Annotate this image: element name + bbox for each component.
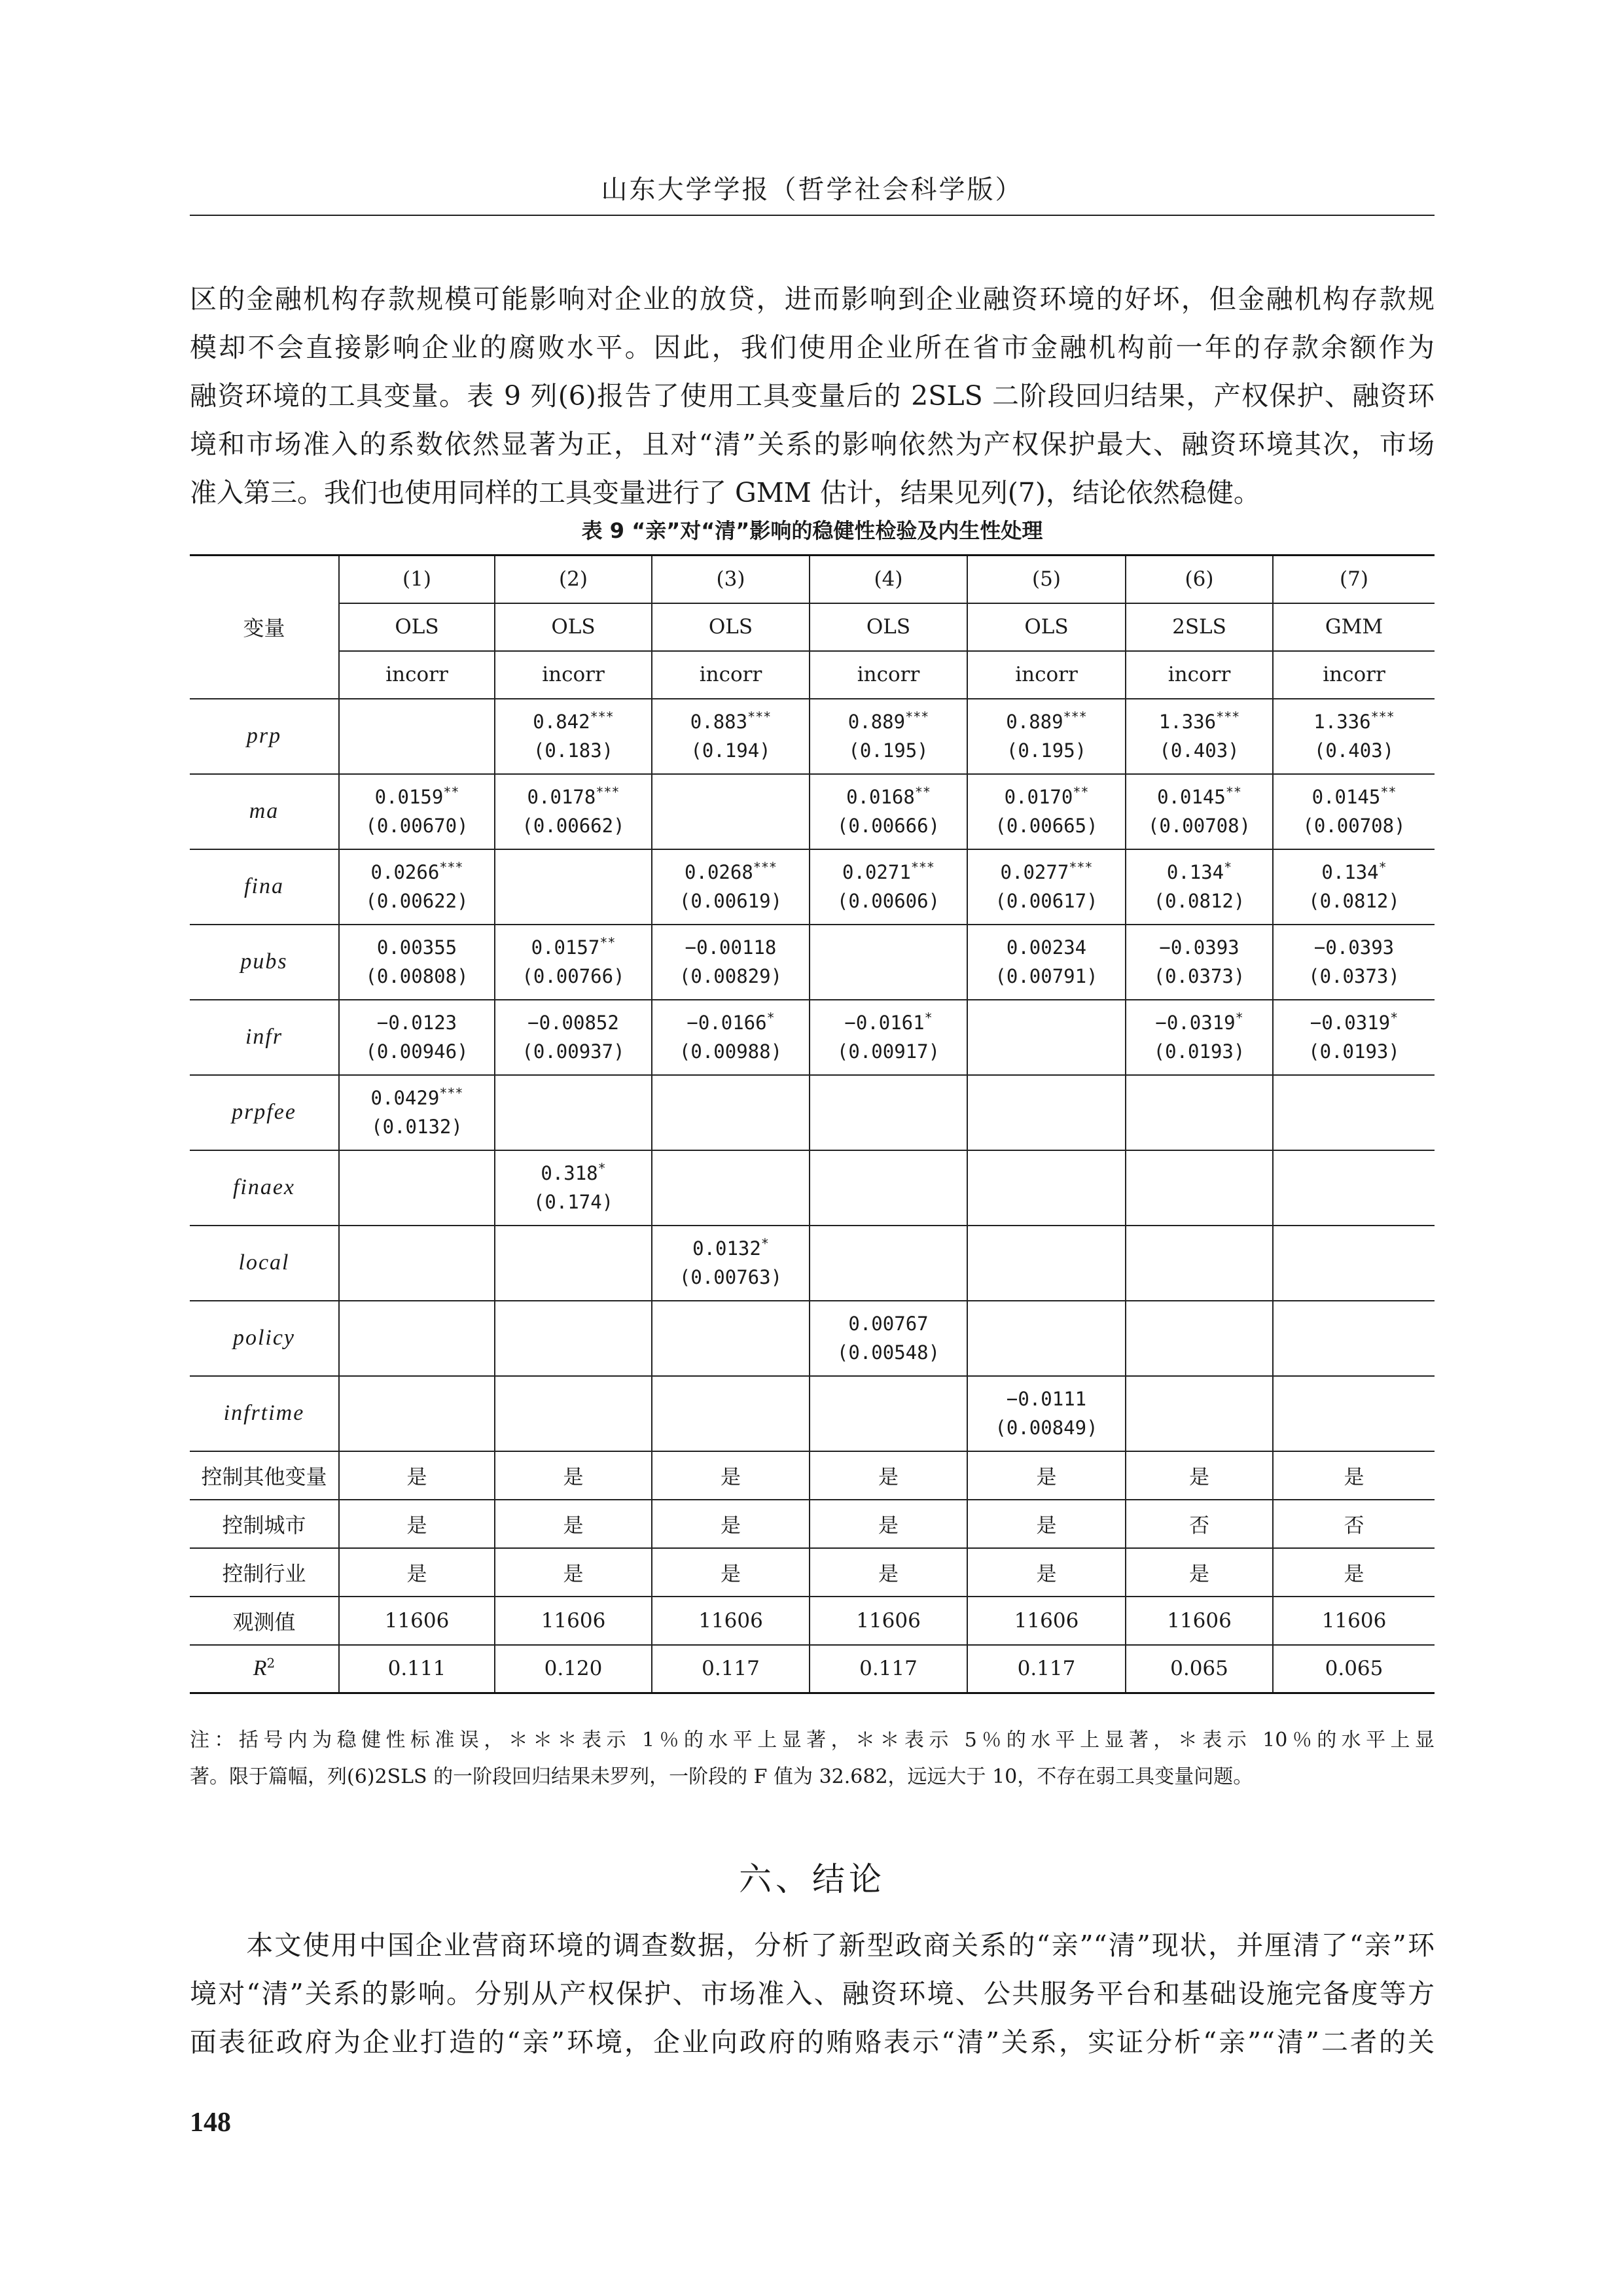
dependent-variable: incorr <box>967 651 1126 699</box>
variable-name: prp <box>190 699 339 774</box>
table-cell <box>652 1000 810 1075</box>
table-row <box>190 1301 1435 1376</box>
table-cell <box>967 849 1126 925</box>
control-label: 观测值 <box>190 1597 339 1645</box>
table-cell <box>1273 1376 1435 1451</box>
table-row <box>190 849 1435 925</box>
table-cell <box>1273 1301 1435 1376</box>
table-cell <box>810 1150 967 1226</box>
coefficient: 0.0429*** <box>370 1085 463 1109</box>
variable-name: local <box>190 1226 339 1301</box>
standard-error: (0.00988) <box>679 1040 783 1063</box>
control-label: 控制行业 <box>190 1548 339 1597</box>
control-value: 是 <box>967 1548 1126 1597</box>
coefficient: −0.0111 <box>1006 1388 1087 1410</box>
table-row <box>190 1075 1435 1150</box>
control-value: 是 <box>339 1548 495 1597</box>
r-squared-value: 0.111 <box>339 1645 495 1693</box>
dependent-variable: incorr <box>652 651 810 699</box>
significance-stars: *** <box>910 859 935 875</box>
table-cell <box>652 774 810 849</box>
coefficient: 0.842*** <box>533 709 614 733</box>
section-heading: 六、结论 <box>739 1860 885 1898</box>
table-cell <box>1273 1000 1435 1075</box>
significance-stars: *** <box>439 859 463 875</box>
control-value: 是 <box>495 1451 652 1500</box>
r-squared-row <box>190 1645 1435 1693</box>
control-value: 是 <box>810 1451 967 1500</box>
significance-stars: *** <box>439 1085 463 1101</box>
significance-stars: *** <box>1370 709 1395 725</box>
table-cell <box>1273 774 1435 849</box>
variable-name: finaex <box>190 1150 339 1226</box>
table-row <box>190 1376 1435 1451</box>
table-cell <box>339 925 495 1000</box>
coefficient: 0.0170** <box>1004 784 1089 808</box>
table-cell <box>1126 774 1273 849</box>
control-value: 11606 <box>1273 1597 1435 1645</box>
variable-name: infr <box>190 1000 339 1075</box>
coefficient: 0.883*** <box>690 709 772 733</box>
table-row <box>190 1150 1435 1226</box>
significance-stars: * <box>1378 859 1387 875</box>
significance-stars: * <box>1224 859 1232 875</box>
coefficient: 0.0132* <box>692 1235 769 1260</box>
standard-error: (0.0812) <box>1153 890 1245 912</box>
coefficient: −0.0123 <box>376 1012 457 1034</box>
coefficient: −0.0319* <box>1155 1010 1243 1034</box>
variable-name: prpfee <box>190 1075 339 1150</box>
table-cell <box>339 1075 495 1150</box>
standard-error: (0.00808) <box>365 965 469 987</box>
control-value: 11606 <box>652 1597 810 1645</box>
coefficient: 0.0178*** <box>527 784 620 808</box>
table-cell <box>1126 1075 1273 1150</box>
table-cell <box>810 925 967 1000</box>
standard-error: (0.00937) <box>522 1040 625 1063</box>
table-cell <box>1273 1150 1435 1226</box>
coefficient: 0.0145** <box>1311 784 1397 808</box>
paragraph-line: 境和市场准入的系数依然显著为正，且对“清”关系的影响依然为产权保护最大、融资环境其次，市场 <box>190 429 1435 460</box>
significance-stars: * <box>760 1235 769 1252</box>
standard-error: (0.195) <box>848 739 929 762</box>
coefficient: −0.0393 <box>1159 936 1240 959</box>
control-value: 是 <box>810 1500 967 1548</box>
r-squared-value: 0.117 <box>652 1645 810 1693</box>
coefficient: −0.0319* <box>1310 1010 1399 1034</box>
regression-table <box>190 554 1435 1694</box>
table-cell <box>495 1150 652 1226</box>
control-value: 11606 <box>495 1597 652 1645</box>
significance-stars: *** <box>753 859 777 875</box>
table-cell <box>1126 1301 1273 1376</box>
table-cell <box>652 699 810 774</box>
standard-error: (0.00666) <box>836 815 940 837</box>
method-label: OLS <box>339 603 495 651</box>
coefficient: 0.0159** <box>374 784 459 808</box>
table-cell <box>495 699 652 774</box>
control-value: 否 <box>1126 1500 1273 1548</box>
control-value: 是 <box>339 1451 495 1500</box>
significance-stars: *** <box>1063 709 1087 725</box>
table-row <box>190 774 1435 849</box>
paragraph-line: 区的金融机构存款规模可能影响对企业的放贷，进而影响到企业融资环境的好坏，但金融机构存款规 <box>190 283 1435 315</box>
control-value: 是 <box>967 1500 1126 1548</box>
coefficient: −0.0161* <box>844 1010 933 1034</box>
table-cell <box>495 1226 652 1301</box>
standard-error: (0.00619) <box>679 890 783 912</box>
table-cell <box>1273 1075 1435 1150</box>
standard-error: (0.00763) <box>679 1266 783 1288</box>
table-cell <box>810 774 967 849</box>
standard-error: (0.00665) <box>995 815 1098 837</box>
column-number: (4) <box>810 556 967 603</box>
control-row <box>190 1548 1435 1597</box>
table-cell <box>339 1226 495 1301</box>
table-row <box>190 1226 1435 1301</box>
table-cell <box>495 925 652 1000</box>
column-number: (1) <box>339 556 495 603</box>
control-value: 是 <box>1126 1548 1273 1597</box>
running-header: 山东大学学报（哲学社会科学版） <box>601 175 1024 205</box>
table-cell <box>495 849 652 925</box>
variable-name: fina <box>190 849 339 925</box>
significance-stars: ** <box>1380 784 1397 800</box>
coefficient: 0.134* <box>1321 859 1387 883</box>
paragraph-line: 融资环境的工具变量。表 9 列(6)报告了使用工具变量后的 2SLS 二阶段回归结果，产权保护、融资环 <box>190 380 1435 412</box>
significance-stars: *** <box>590 709 614 725</box>
standard-error: (0.00791) <box>995 965 1098 987</box>
coefficient: 0.0268*** <box>685 859 777 883</box>
table-cell <box>1273 699 1435 774</box>
control-value: 11606 <box>967 1597 1126 1645</box>
coefficient: 0.318* <box>541 1160 606 1184</box>
standard-error: (0.00617) <box>995 890 1098 912</box>
table-row <box>190 925 1435 1000</box>
control-value: 11606 <box>810 1597 967 1645</box>
standard-error: (0.00829) <box>679 965 783 987</box>
paragraph-line: 本文使用中国企业营商环境的调查数据，分析了新型政商关系的“亲”“清”现状，并厘清了“亲”环 <box>190 1930 1435 1961</box>
significance-stars: ** <box>1073 784 1089 800</box>
r-squared-label <box>190 1645 339 1693</box>
method-label: OLS <box>495 603 652 651</box>
table-cell <box>967 925 1126 1000</box>
table-cell <box>810 1075 967 1150</box>
coefficient: −0.00852 <box>527 1012 619 1034</box>
table-cell <box>810 1000 967 1075</box>
control-value: 是 <box>1126 1451 1273 1500</box>
table-cell <box>1126 1150 1273 1226</box>
table-cell <box>339 1376 495 1451</box>
significance-stars: *** <box>596 784 620 800</box>
standard-error: (0.00708) <box>1147 815 1251 837</box>
table-cell <box>495 774 652 849</box>
standard-error: (0.00766) <box>522 965 625 987</box>
variable-name: ma <box>190 774 339 849</box>
coefficient: 0.0157** <box>531 934 616 959</box>
significance-stars: *** <box>1069 859 1093 875</box>
significance-stars: * <box>924 1010 933 1026</box>
control-value: 是 <box>652 1451 810 1500</box>
r-squared-value: 0.117 <box>810 1645 967 1693</box>
standard-error: (0.0193) <box>1153 1040 1245 1063</box>
table-row <box>190 699 1435 774</box>
table-cell <box>652 1301 810 1376</box>
standard-error: (0.0373) <box>1153 965 1245 987</box>
control-value: 是 <box>1273 1451 1435 1500</box>
table-cell <box>339 849 495 925</box>
significance-stars: *** <box>905 709 929 725</box>
standard-error: (0.403) <box>1313 739 1395 762</box>
standard-error: (0.0193) <box>1308 1040 1400 1063</box>
table-cell <box>652 1376 810 1451</box>
table-cell <box>339 699 495 774</box>
column-number: (5) <box>967 556 1126 603</box>
standard-error: (0.183) <box>533 739 614 762</box>
variable-header: 变量 <box>190 556 339 699</box>
variable-name: infrtime <box>190 1376 339 1451</box>
table-cell <box>495 1301 652 1376</box>
note-line: 著。限于篇幅，列(6)2SLS 的一阶段回归结果未罗列，一阶段的 F 值为 32.682，远远大于 10，不存在弱工具变量问题。 <box>190 1765 1253 1788</box>
table-cell <box>810 1301 967 1376</box>
method-label: 2SLS <box>1126 603 1273 651</box>
paragraph-line: 境对“清”关系的影响。分别从产权保护、市场准入、融资环境、公共服务平台和基础设施完备度等方 <box>190 1978 1435 2009</box>
table-cell <box>967 1376 1126 1451</box>
table-cell <box>652 925 810 1000</box>
standard-error: (0.195) <box>1006 739 1087 762</box>
standard-error: (0.00548) <box>836 1341 940 1364</box>
body-paragraph-1 <box>190 275 1435 517</box>
control-value: 是 <box>652 1500 810 1548</box>
dependent-variable: incorr <box>339 651 495 699</box>
coefficient: −0.0166* <box>687 1010 775 1034</box>
table-cell <box>1126 849 1273 925</box>
column-number: (7) <box>1273 556 1435 603</box>
standard-error: (0.174) <box>533 1191 614 1213</box>
r-squared-value: 0.065 <box>1273 1645 1435 1693</box>
control-value: 是 <box>339 1500 495 1548</box>
significance-stars: * <box>1390 1010 1399 1026</box>
table-cell <box>652 1075 810 1150</box>
control-value: 11606 <box>339 1597 495 1645</box>
standard-error: (0.00708) <box>1302 815 1406 837</box>
standard-error: (0.00946) <box>365 1040 469 1063</box>
table-cell <box>339 1000 495 1075</box>
standard-error: (0.194) <box>690 739 771 762</box>
significance-stars: *** <box>747 709 772 725</box>
standard-error: (0.00662) <box>522 815 625 837</box>
table-cell <box>1273 925 1435 1000</box>
body-paragraph-2 <box>190 1921 1435 2066</box>
table-cell <box>652 1150 810 1226</box>
column-number: (6) <box>1126 556 1273 603</box>
control-value: 是 <box>810 1548 967 1597</box>
control-label: 控制其他变量 <box>190 1451 339 1500</box>
dependent-variable: incorr <box>810 651 967 699</box>
table-cell <box>1273 1226 1435 1301</box>
r-squared-value: 0.120 <box>495 1645 652 1693</box>
note-line: 注：括号内为稳健性标准误，＊＊＊表示 1％的水平上显著，＊＊表示 5％的水平上显著，＊表示 10％的水平上显 <box>190 1729 1435 1752</box>
coefficient: 1.336*** <box>1313 709 1395 733</box>
table-cell <box>652 849 810 925</box>
method-label: GMM <box>1273 603 1435 651</box>
table-cell <box>967 1000 1126 1075</box>
r-symbol: R <box>253 1656 267 1681</box>
dependent-variable: incorr <box>1273 651 1435 699</box>
header-rule <box>190 215 1435 216</box>
coefficient: 1.336*** <box>1158 709 1240 733</box>
significance-stars: *** <box>1216 709 1240 725</box>
r-squared-value: 0.065 <box>1126 1645 1273 1693</box>
table-cell <box>495 1075 652 1150</box>
method-label: OLS <box>967 603 1126 651</box>
control-value: 是 <box>652 1548 810 1597</box>
table-note <box>190 1722 1435 1795</box>
coefficient: 0.00234 <box>1006 936 1087 959</box>
table-cell <box>810 1376 967 1451</box>
control-value: 是 <box>495 1548 652 1597</box>
table-cell <box>967 699 1126 774</box>
table-cell <box>1126 699 1273 774</box>
table-cell <box>810 1226 967 1301</box>
standard-error: (0.00670) <box>365 815 469 837</box>
standard-error: (0.0132) <box>371 1116 463 1138</box>
table-cell <box>495 1000 652 1075</box>
coefficient: 0.0145** <box>1157 784 1241 808</box>
table-cell <box>967 1301 1126 1376</box>
table-cell <box>1126 1000 1273 1075</box>
table-cell <box>967 1075 1126 1150</box>
dependent-variable: incorr <box>1126 651 1273 699</box>
coefficient: −0.0393 <box>1313 936 1395 959</box>
control-label: 控制城市 <box>190 1500 339 1548</box>
dependent-variable: incorr <box>495 651 652 699</box>
coefficient: 0.134* <box>1166 859 1232 883</box>
table-cell <box>495 1376 652 1451</box>
coefficient: 0.00355 <box>376 936 457 959</box>
standard-error: (0.00849) <box>995 1417 1098 1439</box>
control-value: 是 <box>495 1500 652 1548</box>
control-row <box>190 1500 1435 1548</box>
coefficient: 0.0168** <box>846 784 931 808</box>
table-cell <box>339 1150 495 1226</box>
control-row <box>190 1451 1435 1500</box>
coefficient: 0.0271*** <box>842 859 935 883</box>
paragraph-line: 模却不会直接影响企业的腐败水平。因此，我们使用企业所在省市金融机构前一年的存款余额作为 <box>190 332 1435 363</box>
control-value: 否 <box>1273 1500 1435 1548</box>
paragraph-line: 面表征政府为企业打造的“亲”环境，企业向政府的贿赂表示“清”关系，实证分析“亲”“清”二者的关 <box>190 2026 1435 2058</box>
coefficient: 0.0266*** <box>370 859 463 883</box>
paragraph-line: 准入第三。我们也使用同样的工具变量进行了 GMM 估计，结果见列(7)，结论依然稳健。 <box>190 477 1260 508</box>
table-cell <box>1126 1376 1273 1451</box>
significance-stars: ** <box>443 784 459 800</box>
table-cell <box>652 1226 810 1301</box>
control-value: 是 <box>1273 1548 1435 1597</box>
standard-error: (0.403) <box>1159 739 1240 762</box>
coefficient: 0.0277*** <box>1000 859 1093 883</box>
page-number: 148 <box>190 2108 231 2138</box>
table-cell <box>810 699 967 774</box>
significance-stars: * <box>1235 1010 1243 1026</box>
table-cell <box>967 774 1126 849</box>
significance-stars: ** <box>599 934 616 951</box>
column-number: (2) <box>495 556 652 603</box>
table-cell <box>967 1226 1126 1301</box>
table-cell <box>810 849 967 925</box>
control-value: 是 <box>967 1451 1126 1500</box>
standard-error: (0.00622) <box>365 890 469 912</box>
table-cell <box>339 1301 495 1376</box>
r-superscript: 2 <box>266 1655 276 1671</box>
method-label: OLS <box>810 603 967 651</box>
control-row <box>190 1597 1435 1645</box>
variable-name: pubs <box>190 925 339 1000</box>
significance-stars: * <box>597 1160 606 1176</box>
table-cell <box>967 1150 1126 1226</box>
table-cell <box>1126 925 1273 1000</box>
significance-stars: ** <box>914 784 931 800</box>
table-caption: 表 9 “亲”对“清”影响的稳健性检验及内生性处理 <box>581 518 1043 543</box>
coefficient: 0.00767 <box>848 1313 929 1335</box>
r-squared-value: 0.117 <box>967 1645 1126 1693</box>
standard-error: (0.0373) <box>1308 965 1400 987</box>
table-row <box>190 1000 1435 1075</box>
method-label: OLS <box>652 603 810 651</box>
table-cell <box>339 774 495 849</box>
coefficient: 0.889*** <box>847 709 929 733</box>
table-cell <box>1126 1226 1273 1301</box>
standard-error: (0.00917) <box>836 1040 940 1063</box>
standard-error: (0.00606) <box>836 890 940 912</box>
control-value: 11606 <box>1126 1597 1273 1645</box>
coefficient: −0.00118 <box>685 936 777 959</box>
table-cell <box>1273 849 1435 925</box>
significance-stars: * <box>766 1010 775 1026</box>
variable-name: policy <box>190 1301 339 1376</box>
standard-error: (0.0812) <box>1308 890 1400 912</box>
significance-stars: ** <box>1225 784 1241 800</box>
column-number: (3) <box>652 556 810 603</box>
coefficient: 0.889*** <box>1006 709 1087 733</box>
